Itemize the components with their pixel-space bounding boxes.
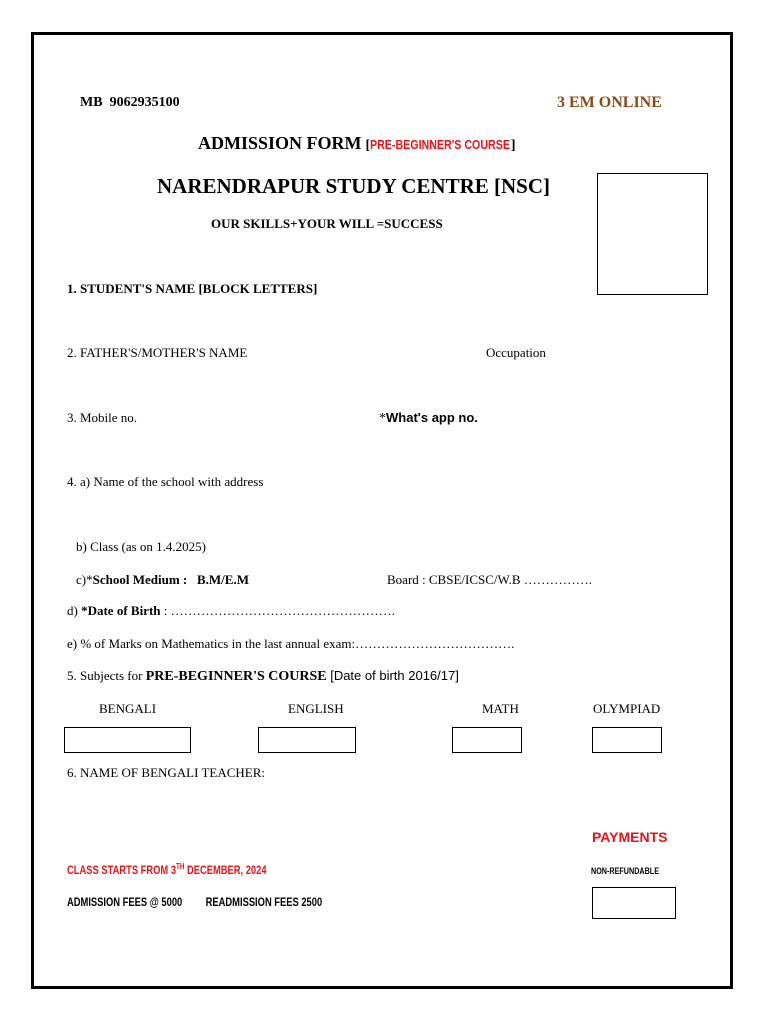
subject-bengali-box[interactable]: [64, 727, 191, 753]
field-bengali-teacher: 6. NAME OF BENGALI TEACHER:: [67, 765, 266, 780]
field-class: b) Class (as on 1.4.2025): [76, 539, 206, 554]
field-math-marks: e) % of Marks on Mathematics in the last annual exam:……………………………….: [67, 636, 515, 651]
subject-english-label: ENGLISH: [288, 701, 344, 716]
online-label: 3 EM ONLINE: [557, 94, 662, 111]
field-school: 4. a) Name of the school with address: [67, 474, 264, 489]
payment-box[interactable]: [592, 887, 676, 919]
payments-label: PAYMENTS: [592, 829, 668, 845]
course-name: PRE-BEGINNER'S COURSE: [370, 137, 511, 152]
form-title: ADMISSION FORM [PRE-BEGINNER'S COURSE]: [198, 133, 516, 153]
subject-olympiad-label: OLYMPIAD: [593, 701, 661, 716]
photo-box[interactable]: [597, 173, 708, 295]
field-medium: c)*School Medium : B.M/E.M: [76, 572, 249, 587]
field-student-name: 1. STUDENT'S NAME [BLOCK LETTERS]: [67, 281, 318, 296]
mobile-number: MB 9062935100: [80, 95, 180, 110]
field-occupation: Occupation: [486, 345, 546, 360]
class-starts: CLASS STARTS FROM 3TH DECEMBER, 2024: [67, 862, 267, 877]
field-parent-name: 2. FATHER'S/MOTHER'S NAME: [67, 345, 248, 360]
field-whatsapp: *What's app no.: [379, 410, 478, 426]
field-subjects: 5. Subjects for PRE-BEGINNER'S COURSE [Date of birth 2016/17]: [67, 668, 459, 684]
fees-line: ADMISSION FEES @ 5000 READMISSION FEES 2500: [67, 895, 323, 909]
subject-english-box[interactable]: [258, 727, 356, 753]
subject-olympiad-box[interactable]: [592, 727, 662, 753]
subject-bengali-label: BENGALI: [99, 701, 157, 716]
institute-name: NARENDRAPUR STUDY CENTRE [NSC]: [157, 174, 550, 198]
field-dob: d) *Date of Birth : …………………………………………….: [67, 603, 395, 618]
field-board: Board : CBSE/ICSC/W.B …………….: [387, 572, 593, 587]
subject-math-label: MATH: [482, 701, 519, 716]
field-mobile: 3. Mobile no.: [67, 410, 138, 425]
subject-math-box[interactable]: [452, 727, 522, 753]
non-refundable-label: NON-REFUNDABLE: [591, 866, 659, 876]
tagline: OUR SKILLS+YOUR WILL =SUCCESS: [211, 216, 443, 231]
